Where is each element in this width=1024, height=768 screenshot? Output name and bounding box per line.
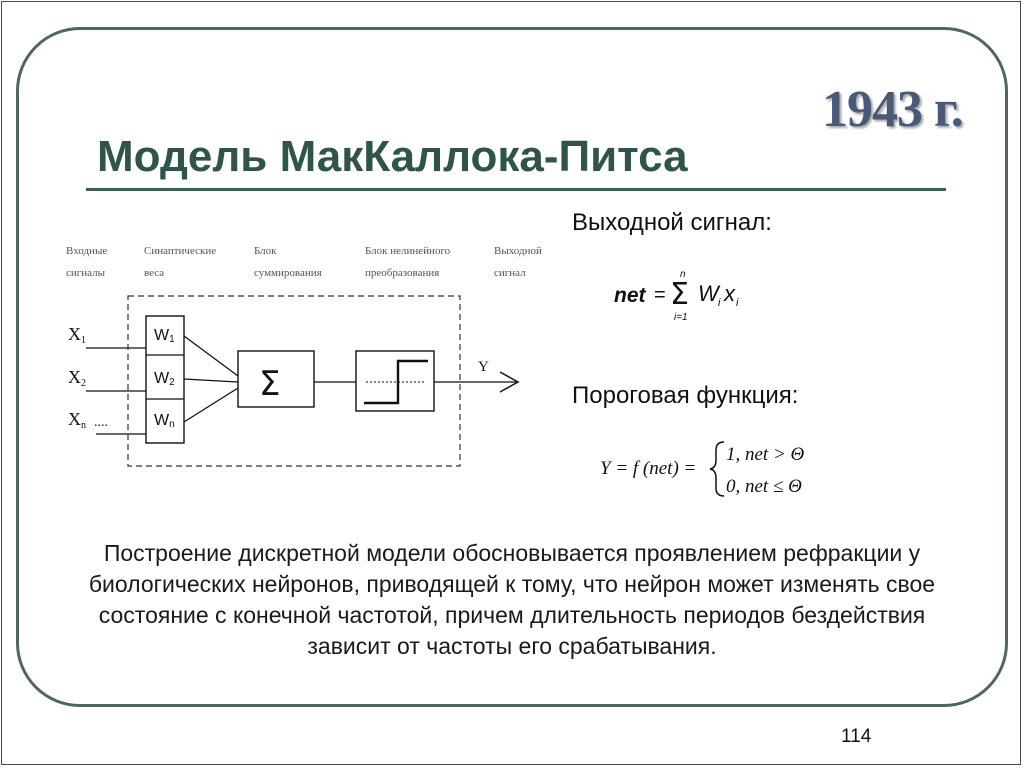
input-index: i — [736, 297, 739, 309]
weight-w2: W2 — [154, 370, 175, 388]
weight-index: i — [718, 297, 721, 309]
sum-block — [238, 351, 314, 407]
activation-block — [356, 351, 434, 411]
page-number: 114 — [841, 726, 872, 747]
sum-upper-limit: n — [680, 269, 686, 280]
piecewise-brace — [710, 442, 724, 496]
weight-to-sum-lines — [184, 336, 238, 422]
header-output-line1: Выходной — [494, 245, 542, 257]
output-signal-label: Выходной сигнал: — [572, 209, 772, 236]
threshold-function-label: Пороговая функция: — [572, 382, 799, 409]
neuron-diagram — [60, 236, 560, 476]
threshold-lhs: Y = f (net) = — [600, 458, 697, 479]
slide-title: Модель МакКаллока-Питса — [97, 132, 688, 181]
weight-w1: W1 — [154, 327, 175, 345]
sum-lower-limit: i=1 — [674, 312, 688, 323]
header-inputs-line2: сигналы — [66, 267, 106, 279]
threshold-formula — [596, 436, 836, 502]
header-nonlinear-line2: преобразования — [365, 267, 440, 279]
input-ellipsis: .... — [94, 415, 108, 430]
input-labels — [68, 324, 108, 431]
header-inputs-line1: Входные — [66, 245, 108, 257]
weight-symbol: W — [698, 281, 719, 306]
net-equals: = — [654, 284, 666, 306]
output-y-label: Y — [478, 359, 489, 375]
year-badge: 1943 г. — [822, 81, 963, 138]
description-text: Построение дискретной модели обосновывается проявлением рефракции у биологических нейронов, приводящей к тому, что нейрон может изменять свое состояние с конечной частотой, причем длительность периодов бездействия зависит от частоты его срабатывания. — [88, 540, 936, 659]
net-lhs: net — [614, 284, 646, 307]
sum-symbol: Σ — [670, 277, 689, 312]
threshold-case-2: 0, net ≤ Θ — [726, 476, 802, 497]
input-xn: Xn — [68, 409, 86, 431]
sum-block-symbol: Σ — [259, 364, 281, 404]
header-weights-line2: веса — [144, 267, 165, 279]
net-formula — [610, 268, 780, 332]
title-underline — [86, 188, 946, 191]
header-nonlinear-line1: Блок нелинейного — [365, 245, 451, 257]
weight-wn: Wn — [154, 412, 175, 430]
diagram-headers — [66, 245, 542, 279]
input-x1: X1 — [68, 324, 86, 346]
input-symbol: x — [724, 281, 735, 306]
weight-column — [146, 316, 184, 443]
header-output-line2: сигнал — [494, 267, 526, 279]
input-x2: X2 — [68, 367, 86, 389]
threshold-case-1: 1, net > Θ — [726, 444, 805, 465]
header-sum-line2: суммирования — [254, 267, 322, 279]
header-sum-line1: Блок — [254, 245, 277, 257]
header-weights-line1: Синаптические — [144, 245, 217, 257]
